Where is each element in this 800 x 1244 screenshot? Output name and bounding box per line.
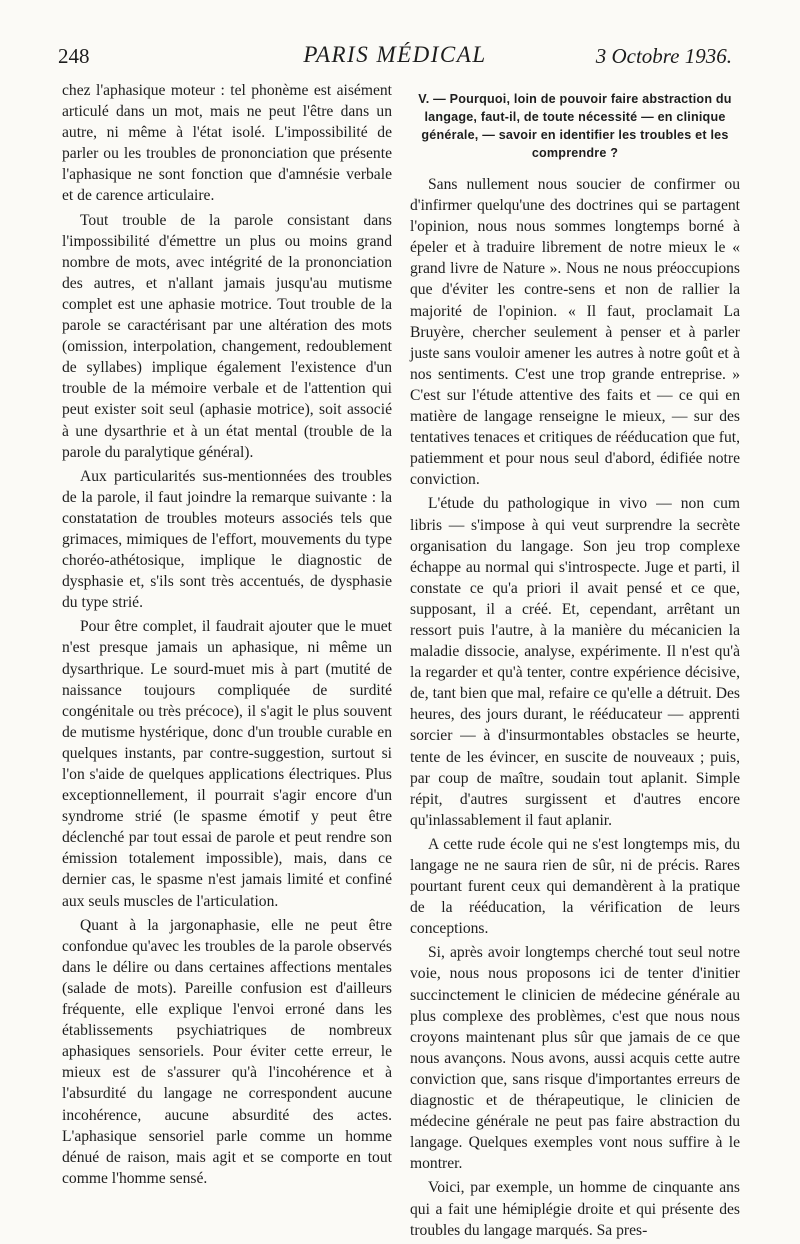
paragraph: Voici, par exemple, un homme de cinquante ans qui a fait une hémiplégie droite et qui présente des troubles du langage marqués. Sa pres- — [410, 1179, 740, 1239]
section-heading: V. — Pourquoi, loin de pouvoir faire abstraction du langage, faut-il, de toute nécessité — en clinique générale, — savoir en identifier les troubles et les comprendre ? — [418, 92, 732, 160]
paragraph: Sans nullement nous soucier de confirmer ou d'infirmer quelqu'une des doctrines qui se partagent l'opinion, nous nous sommes longtemps borné à épeler et à traduire librement de notre mieux le « grand livre de Nature ». Nous ne nous préoccupions que d'éviter les contre-sens et non de rallier la majorité de l'opinion. « Il faut, proclamait La Bruyère, chercher seulement à penser et à parler juste sans vouloir amener les autres à notre goût et à nos sentiments. C'est une trop grande entreprise. » C'est sur l'étude attentive des faits et — ce qui en matière de langage renseigne le mieux, — sur des tentatives tenaces et critiques de rééducation que fut, patiemment et pour nous seul d'abord, édifiée notre conviction. — [410, 176, 740, 489]
paragraph: Quant à la jargonaphasie, elle ne peut être confondue qu'avec les troubles de la parole observés dans le délire ou dans certaines affections mentales (salade de mots). Pareille confusion est d'ailleurs fréquente, elle explique l'envoi erroné dans les établissements psychiatriques de nombreux aphasiques sensoriels. Pour éviter cette erreur, le mieux est de s'assurer qu'à l'incohérence et à l'absurdité du langage ne correspondent aucune incohérence, aucune absurdité des actes. L'aphasique sensoriel parle comme un homme dénué de raison, mais agit et se comporte en tout comme l'homme sensé. — [62, 916, 392, 1187]
paragraph: Si, après avoir longtemps cherché tout seul notre voie, nous nous proposons ici de tenter d'initier succinctement le clinicien de médecine générale au plus complexe des problèmes, c'est que nous nous croyons maintenant plus sûr que jamais de ce que nous avançons. Nous avons, aussi acquis cette autre conviction que, sans risque d'importantes erreurs de diagnostic et de thérapeutique, le clinicien de médecine générale ne peut pas faire abstraction du langage. Quelques exemples vont nous suffire à le montrer. — [410, 944, 740, 1173]
left-column — [62, 80, 392, 1192]
paragraph: A cette rude école qui ne s'est longtemps mis, du langage ne ne saura rien de sûr, ni de précis. Rares pourtant furent ceux qui demandèrent à la pratique de la rééducation, la vérification de leurs conceptions. — [410, 835, 740, 938]
paragraph: chez l'aphasique moteur : tel phonème est aisément articulé dans un mot, mais ne peut l'être dans un autre, ni même à l'état isolé. L'impossibilité de parler ou les troubles de prononciation que présente l'aphasique ne sont fonction que d'amnésie verbale et de carence articulaire. — [62, 82, 392, 205]
paragraph: L'étude du pathologique in vivo — non cum libris — s'impose à qui veut surprendre la secrète organisation du langage. Son jeu trop complexe échappe au normal qui s'introspecte. Juge et parti, il constate ce qu'a priori il avait pensé et ce que, supposant, il a créé. Et, cependant, arrêtant un ressort puis l'autre, à la manière du mécanicien la maladie dissocie, analyse, expérimente. Il n'est qu'à la regarder et qu'à tenter, contre expérience décisive, de, tant bien que mal, refaire ce qu'elle a détruit. Des heures, des jours durant, le rééducateur — apprenti sorcier — à d'insurmontables obstacles se heurte, tente de les évincer, en suscite de nouveaux ; puis, par coup de maître, soudain tout aplanit. Simple répit, d'autres surgissent et d'autres encore qu'inlassablement il faut aplanir. — [410, 495, 740, 829]
issue-date: 3 Octobre 1936. — [595, 44, 732, 68]
paragraph: Tout trouble de la parole consistant dans l'impossibilité d'émettre un plus ou moins grand nombre de mots, avec intégrité de la prononciation des autres, et n'allant jamais jusqu'au mutisme complet est une aphasie motrice. Tout trouble de la parole se caractérisant par une altération des mots (omission, interpolation, changement, redoublement de syllabes) implique également l'existence d'un trouble de la mémoire verbale et de l'attention qui peut exister soit seul (aphasie motrice), soit associé à une dysarthrie et à un état mental (trouble de la parole du paralytique général). — [62, 211, 392, 461]
journal-title: PARIS MÉDICAL — [303, 42, 487, 67]
paragraph: Aux particularités sus-mentionnées des troubles de la parole, il faut joindre la remarque suivante : la constatation de troubles moteurs associés tels que grimaces, mimiques de l'effort, mouvements du type choréo-athétosique, implique le diagnostic de dysphasie et, s'ils sont très accentués, de dysphasie du type strié. — [62, 467, 392, 612]
page-number: 248 — [58, 44, 90, 68]
right-column — [410, 80, 740, 1244]
running-head — [58, 38, 732, 74]
paragraph: Pour être complet, il faudrait ajouter que le muet n'est presque jamais un aphasique, ni même un dysarthrique. Le sourd-muet mis à part (mutité de naissance toujours compliquée de surdité congénitale ou très précoce), il s'agit le plus souvent de mutisme hystérique, donc d'un trouble curable en quelques instants, par contre-suggestion, surtout si l'on s'aide de quelques applications électriques. Plus exceptionnellement, il pourrait s'agir encore d'un syndrome strié (le spasme émotif y peut être déclenché par tout essai de parole et peut rendre son émission totalement impossible), mais, dans ce dernier cas, le spasme n'est jamais limité et confiné aux seuls muscles de l'articulation. — [62, 618, 392, 910]
